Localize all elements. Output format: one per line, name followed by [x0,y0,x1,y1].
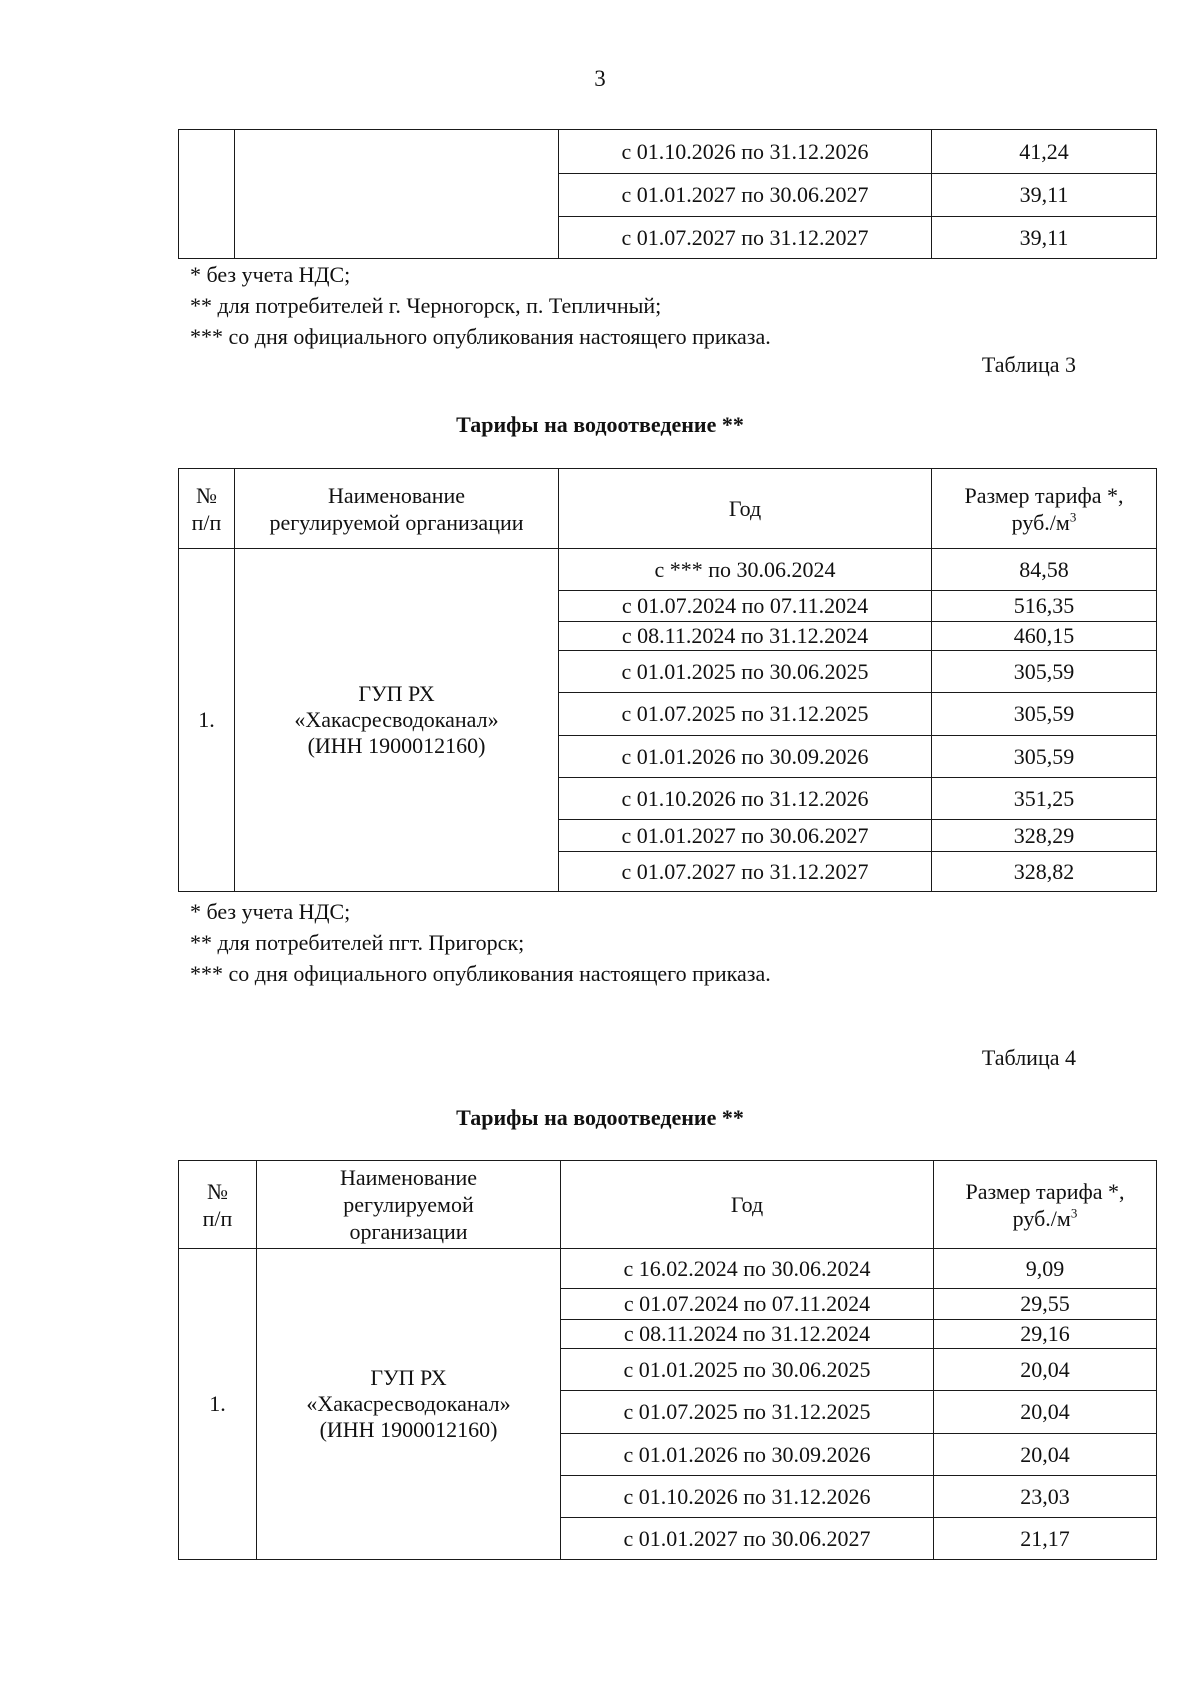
tariff-cell: 305,59 [932,651,1157,693]
period-cell: с *** по 30.06.2024 [559,549,932,591]
table-4-label: Таблица 4 [981,1045,1076,1070]
header-year: Год [561,1161,934,1249]
period-cell: с 01.01.2025 по 30.06.2025 [559,651,932,693]
table-3 [178,468,1157,892]
row-number: 1. [179,1249,257,1560]
period-cell: с 01.07.2024 по 07.11.2024 [559,591,932,622]
tariff-cell: 20,04 [934,1434,1157,1476]
page-number: 3 [594,66,606,91]
table-header-row [179,1161,1157,1249]
header-org: Наименование регулируемой организации [257,1161,561,1249]
header-num: № п/п [179,1161,257,1249]
tariff-cell: 23,03 [934,1476,1157,1518]
header-num: № п/п [179,469,235,549]
row-number: 1. [179,549,235,892]
tariff-cell: 29,16 [934,1320,1157,1349]
tariff-cell: 328,82 [932,852,1157,892]
period-cell: с 08.11.2024 по 31.12.2024 [559,622,932,651]
table-3-label: Таблица 3 [981,352,1076,377]
period-cell: с 16.02.2024 по 30.06.2024 [561,1249,934,1289]
period-cell: с 01.10.2026 по 31.12.2026 [559,130,932,174]
tariff-cell: 41,24 [932,130,1157,174]
period-cell: с 01.01.2027 по 30.06.2027 [559,174,932,217]
tariff-cell: 20,04 [934,1349,1157,1391]
tariff-cell: 20,04 [934,1391,1157,1434]
tariff-cell: 460,15 [932,622,1157,651]
tariff-cell: 305,59 [932,736,1157,778]
header-year: Год [559,469,932,549]
tariff-cell: 39,11 [932,217,1157,259]
period-cell: с 01.01.2027 по 30.06.2027 [561,1518,934,1560]
header-tariff: Размер тарифа *, $руб./м^3$ [932,469,1157,549]
tariff-cell: 328,29 [932,820,1157,852]
table-2-continuation [178,129,1157,259]
table-3-title: Тарифы на водоотведение ** [456,412,744,437]
tariff-cell: 9,09 [934,1249,1157,1289]
header-tariff: Размер тарифа *, $руб./м^3$ [934,1161,1157,1249]
tariff-cell: 21,17 [934,1518,1157,1560]
org-name-cell: ГУП РХ «Хакасресводоканал» (ИНН 1900012160) [235,549,559,892]
tariff-cell: 39,11 [932,174,1157,217]
period-cell: с 01.07.2027 по 31.12.2027 [559,217,932,259]
table-4 [178,1160,1157,1560]
period-cell: с 01.01.2025 по 30.06.2025 [561,1349,934,1391]
tariff-cell: 29,55 [934,1289,1157,1320]
table-row [179,549,1157,591]
org-cell [235,130,559,259]
period-cell: с 01.07.2024 по 07.11.2024 [561,1289,934,1320]
period-cell: с 01.07.2025 по 31.12.2025 [561,1391,934,1434]
table-4-title: Тарифы на водоотведение ** [456,1105,744,1130]
period-cell: с 01.07.2025 по 31.12.2025 [559,693,932,736]
tariff-cell: 305,59 [932,693,1157,736]
footnote: *** со дня официального опубликования настоящего приказа. [190,324,771,349]
table-header-row [179,469,1157,549]
footnote: ** для потребителей пгт. Пригорск; [190,930,525,955]
period-cell: с 01.01.2026 по 30.09.2026 [559,736,932,778]
footnote: * без учета НДС; [190,899,351,924]
period-cell: с 01.01.2027 по 30.06.2027 [559,820,932,852]
tariff-cell: 351,25 [932,778,1157,820]
period-cell: с 01.01.2026 по 30.09.2026 [561,1434,934,1476]
tariff-cell: 516,35 [932,591,1157,622]
tariff-cell: 84,58 [932,549,1157,591]
footnote: ** для потребителей г. Черногорск, п. Тепличный; [190,293,662,318]
period-cell: с 01.10.2026 по 31.12.2026 [559,778,932,820]
org-name-cell: ГУП РХ «Хакасресводоканал» (ИНН 1900012160) [257,1249,561,1560]
period-cell: с 08.11.2024 по 31.12.2024 [561,1320,934,1349]
footnote: *** со дня официального опубликования настоящего приказа. [190,961,771,986]
period-cell: с 01.07.2027 по 31.12.2027 [559,852,932,892]
period-cell: с 01.10.2026 по 31.12.2026 [561,1476,934,1518]
table-row [179,1249,1157,1289]
footnote: * без учета НДС; [190,262,351,287]
header-org: Наименование регулируемой организации [235,469,559,549]
table-row [179,130,1157,174]
num-cell [179,130,235,259]
